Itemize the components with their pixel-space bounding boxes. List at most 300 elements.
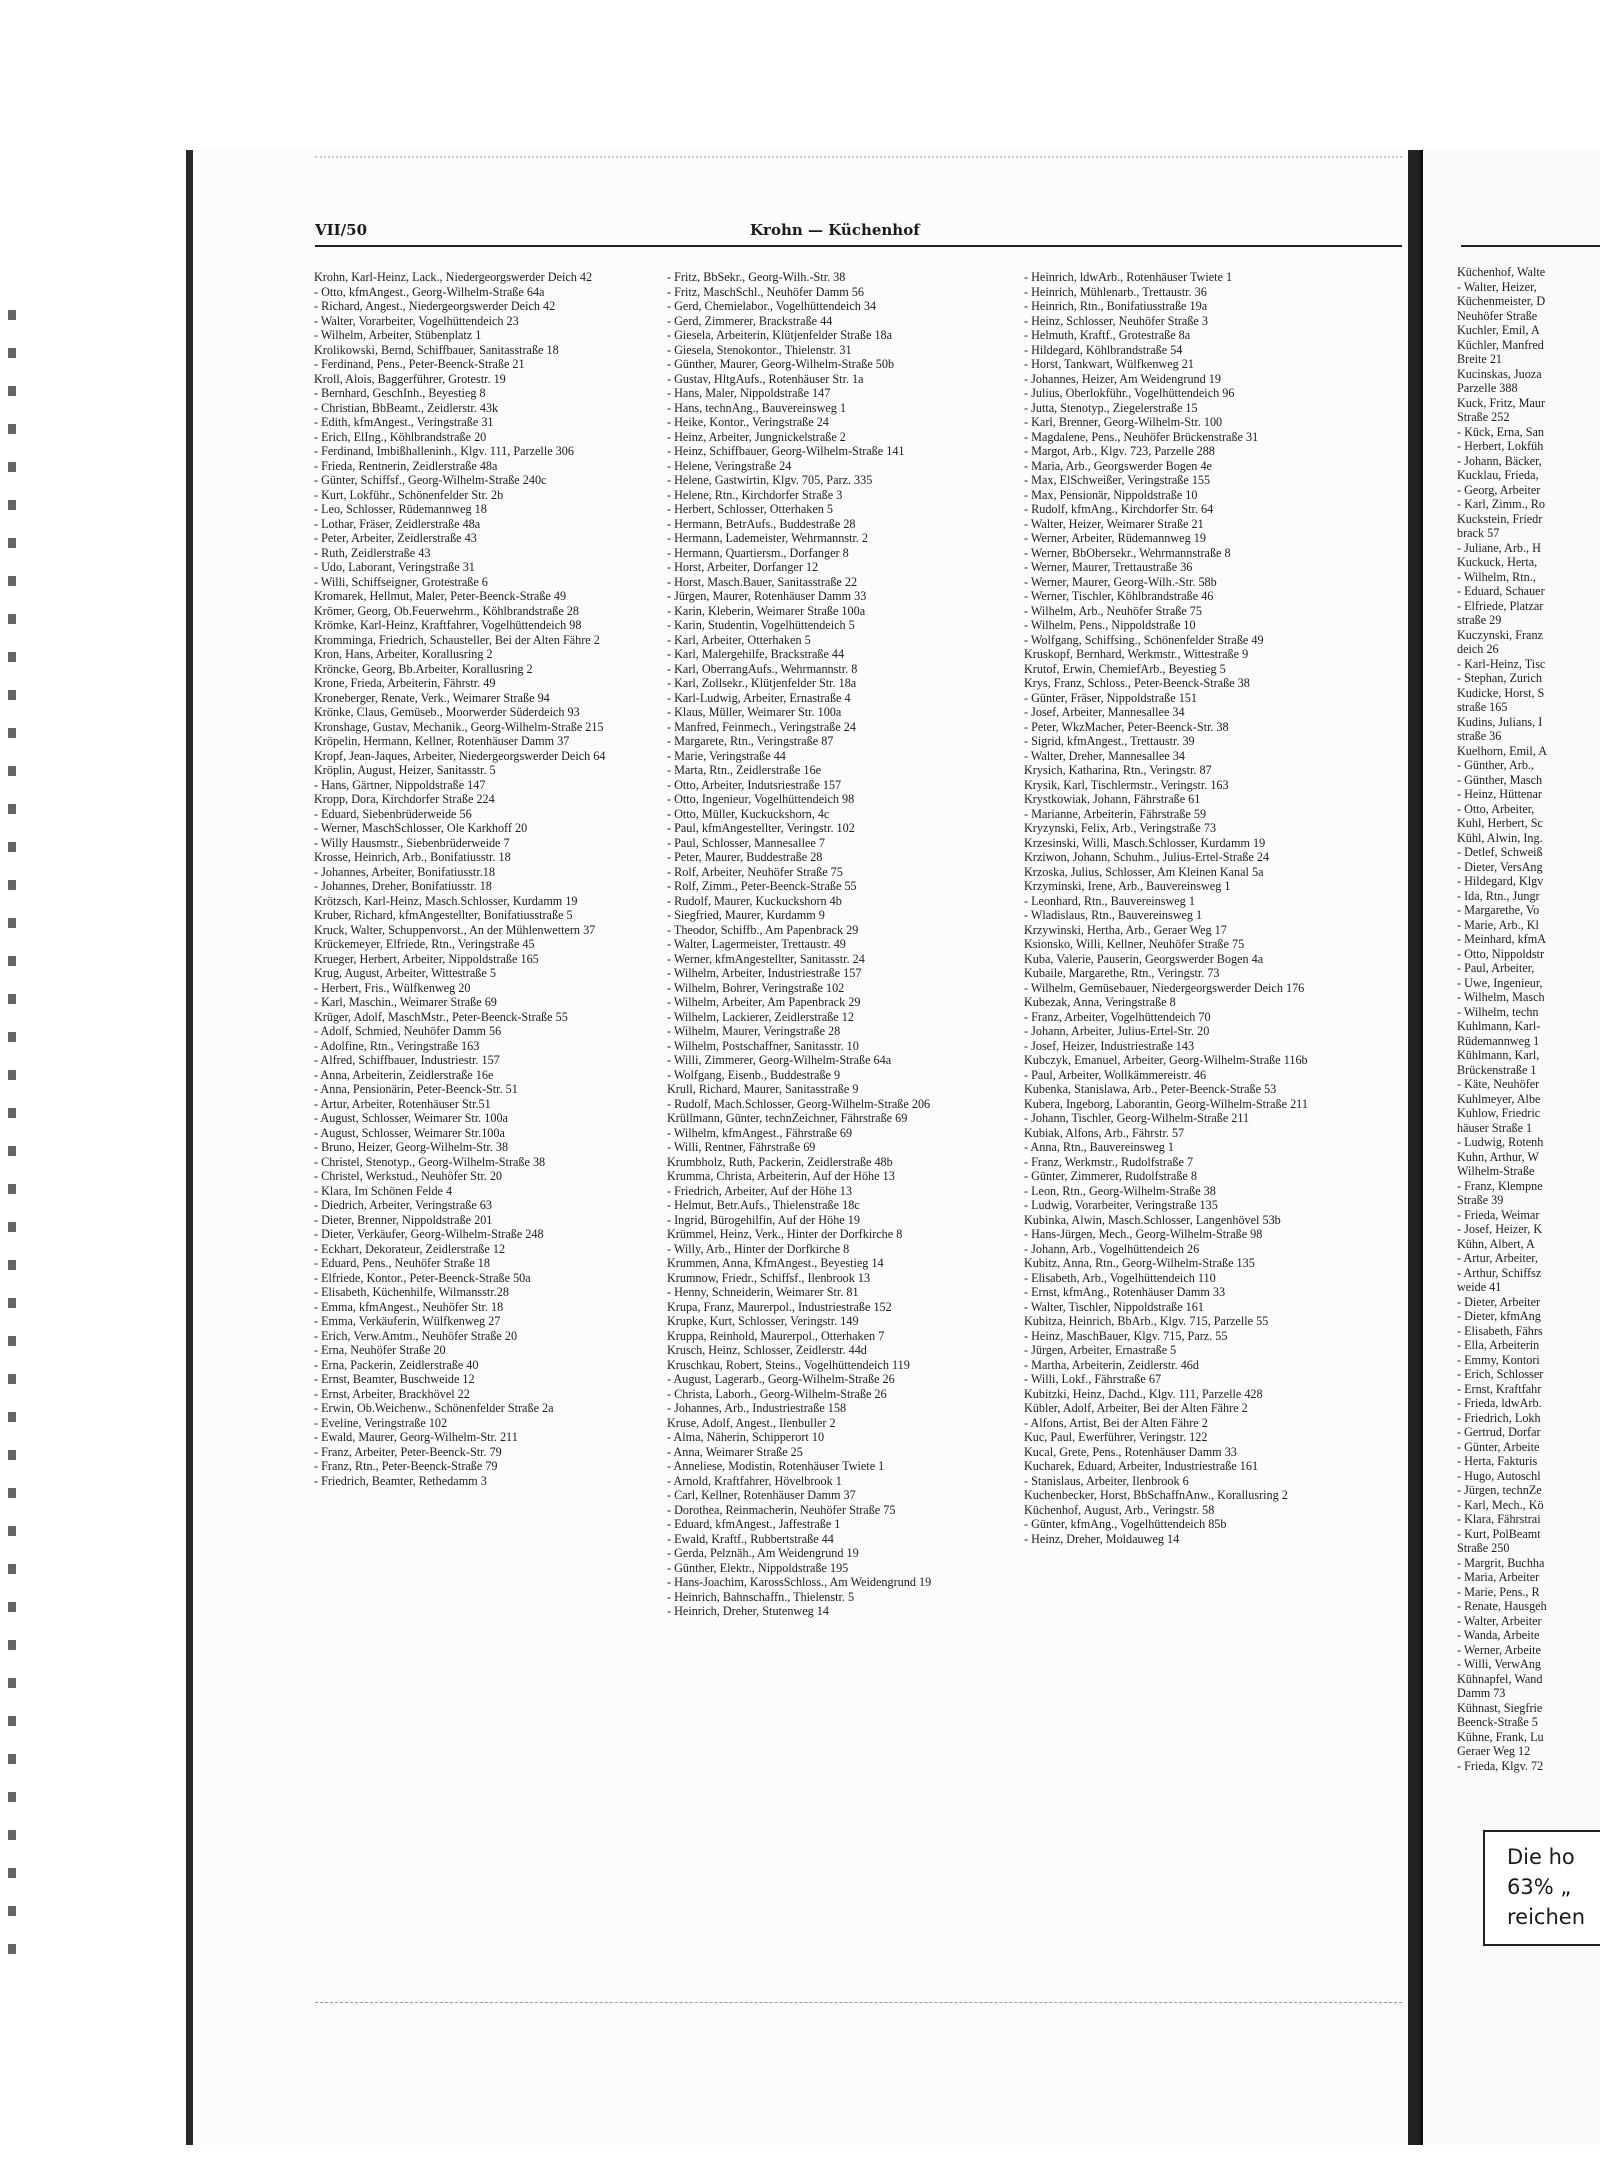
- directory-entry: - Dieter, Verkäufer, Georg-Wilhelm-Straße 248: [314, 1227, 544, 1241]
- adjacent-entry: - Marie, Pens., R: [1457, 1584, 1540, 1599]
- adjacent-entry: Beenck-Straße 5: [1457, 1715, 1538, 1729]
- adjacent-entry: - Maria, Arbeiter: [1457, 1570, 1540, 1584]
- directory-entry: - Paul, Schlosser, Mannesallee 7: [667, 835, 825, 850]
- adjacent-entry: - Margarethe, Vo: [1457, 903, 1540, 917]
- directory-entry: Kröpelin, Hermann, Kellner, Rotenhäuser Damm 37: [314, 734, 570, 748]
- directory-entry: - August, Schlosser, Weimarer Str.100a: [314, 1125, 505, 1140]
- adjacent-entry: - Heinz, Hüttenar: [1457, 787, 1542, 801]
- directory-entry: - Henny, Schneiderin, Weimarer Str. 81: [667, 1285, 859, 1299]
- directory-entry: - Klaus, Müller, Weimarer Str. 100a: [667, 705, 842, 719]
- adjacent-entry: - Ida, Rtn., Jungr: [1457, 888, 1540, 903]
- directory-entry: Kryzynski, Felix, Arb., Veringstraße 73: [1024, 821, 1217, 835]
- adjacent-entry: - Kück, Erna, San: [1457, 424, 1544, 439]
- adjacent-entry: - Renate, Hausgeh: [1457, 1599, 1547, 1613]
- directory-entry: - August, Lagerarb., Georg-Wilhelm-Straße 26: [667, 1372, 895, 1386]
- directory-entry: - Wilhelm, Arb., Neuhöfer Straße 75: [1024, 603, 1202, 618]
- adjacent-entry: - Otto, Nippoldstr: [1457, 946, 1545, 961]
- directory-entry: - Emma, Verkäuferin, Wülfkenweg 27: [314, 1314, 501, 1328]
- directory-entry: - Elisabeth, Arb., Vogelhüttendeich 110: [1024, 1270, 1216, 1285]
- directory-entry: - Max, ElSchweißer, Veringstraße 155: [1024, 473, 1211, 487]
- directory-entry: - Johannes, Arb., Industriestraße 158: [667, 1401, 847, 1415]
- adjacent-entry: - Kurt, PolBeamt: [1457, 1526, 1541, 1541]
- directory-entry: - Marie, Veringstraße 44: [667, 748, 786, 763]
- directory-entry: - Johannes, Arbeiter, Bonifatiusstr.18: [314, 864, 495, 879]
- adjacent-entry: brack 57: [1457, 526, 1500, 540]
- directory-entry: - Franz, Rtn., Peter-Beenck-Straße 79: [314, 1459, 498, 1473]
- directory-entry: - Gerda, Pelznäh., Am Weidengrund 19: [667, 1546, 859, 1560]
- directory-entry: Krohn, Karl-Heinz, Lack., Niedergeorgswerder Deich 42: [314, 270, 593, 284]
- directory-entry: - Heinz, Schlosser, Neuhöfer Straße 3: [1024, 313, 1208, 328]
- directory-entry: - Christel, Stenotyp., Georg-Wilhelm-Straße 38: [314, 1154, 546, 1169]
- directory-entry: - Anna, Weimarer Straße 25: [667, 1444, 803, 1459]
- directory-entry: - August, Schlosser, Weimarer Str. 100a: [314, 1111, 508, 1125]
- adjacent-entry: - Erich, Schlosser: [1457, 1367, 1544, 1381]
- adjacent-entry: Kühnast, Siegfrie: [1457, 1700, 1543, 1715]
- directory-entry: - Wilhelm, Gemüsebauer, Niedergeorgswerder Deich 176: [1024, 980, 1305, 995]
- directory-entry: - Anna, Rtn., Bauvereinsweg 1: [1024, 1140, 1174, 1154]
- directory-entry: - Hans-Jürgen, Mech., Georg-Wilhelm-Straße 98: [1024, 1227, 1263, 1241]
- directory-entry: - Walter, Heizer, Weimarer Straße 21: [1024, 516, 1204, 531]
- directory-entry: Kubitzki, Heinz, Dachd., Klgv. 111, Parzelle 428: [1024, 1386, 1263, 1401]
- directory-entry: Krömke, Karl-Heinz, Kraftfahrer, Vogelhüttendeich 98: [314, 618, 582, 632]
- adjacent-entry: Breite 21: [1457, 352, 1503, 366]
- adjacent-entry: straße 165: [1457, 700, 1508, 714]
- adjacent-entry: - Dieter, Arbeiter: [1457, 1294, 1541, 1309]
- directory-entry: Kruck, Walter, Schuppenvorst., An der Mühlenwettern 37: [314, 922, 596, 937]
- adjacent-entry: weide 41: [1457, 1280, 1502, 1294]
- adjacent-entry: Straße 39: [1457, 1193, 1504, 1207]
- directory-entry: - Ernst, kfmAng., Rotenhäuser Damm 33: [1024, 1285, 1226, 1299]
- directory-entry: - Ludwig, Vorarbeiter, Veringstraße 135: [1024, 1198, 1218, 1212]
- directory-entry: - Werner, Maurer, Georg-Wilh.-Str. 58b: [1024, 574, 1217, 589]
- directory-entry: Krueger, Herbert, Arbeiter, Nippoldstraße 165: [314, 951, 539, 966]
- ad-line-1: Die ho: [1507, 1845, 1575, 1869]
- directory-entry: Krumma, Christa, Arbeiterin, Auf der Höhe 13: [667, 1169, 895, 1183]
- directory-entry: - Herbert, Fris., Wülfkenweg 20: [314, 980, 471, 995]
- directory-entry: - Ruth, Zeidlerstraße 43: [314, 545, 431, 560]
- directory-entry: - Manfred, Feinmech., Veringstraße 24: [667, 719, 856, 734]
- directory-entry: Krückemeyer, Elfriede, Rtn., Veringstraße 45: [314, 937, 535, 951]
- directory-entry: Krümmel, Heinz, Verk., Hinter der Dorfkirche 8: [667, 1227, 903, 1241]
- directory-entry: - Franz, Arbeiter, Peter-Beenck-Str. 79: [314, 1444, 502, 1459]
- adjacent-entry: - Günther, Masch: [1457, 772, 1543, 787]
- directory-entry: - Hermann, BetrAufs., Buddestraße 28: [667, 516, 856, 531]
- directory-entry: - Karin, Studentin, Vogelhüttendeich 5: [667, 618, 855, 632]
- directory-entry: - Günter, kfmAng., Vogelhüttendeich 85b: [1024, 1517, 1227, 1531]
- adjacent-entry: - Günter, Arbeite: [1457, 1439, 1540, 1454]
- ad-line-3: reichen: [1507, 1905, 1586, 1929]
- adjacent-entry: - Meinhard, kfmA: [1457, 932, 1547, 946]
- directory-entry: - Emma, kfmAngest., Neuhöfer Str. 18: [314, 1299, 504, 1314]
- directory-entry: - Eckhart, Dekorateur, Zeidlerstraße 12: [314, 1241, 506, 1256]
- adjacent-entry: - Karl-Heinz, Tisc: [1457, 656, 1546, 671]
- directory-entry: - Eduard, Siebenbrüderweide 56: [314, 806, 472, 821]
- directory-entry: Kuchenbecker, Horst, BbSchaffnAnw., Korallusring 2: [1024, 1488, 1288, 1502]
- adjacent-entry: - Karl, Zimm., Ro: [1457, 497, 1546, 511]
- directory-entry: - Peter, Maurer, Buddestraße 28: [667, 850, 823, 864]
- directory-entry: Krone, Frieda, Arbeiterin, Fährstr. 49: [314, 676, 496, 690]
- directory-entry: - Artur, Arbeiter, Rotenhäuser Str.51: [314, 1096, 491, 1111]
- directory-entry: - Walter, Dreher, Mannesallee 34: [1024, 748, 1185, 763]
- directory-entry: - Anneliese, Modistin, Rotenhäuser Twiete 1: [667, 1459, 885, 1473]
- adjacent-entry: - Ella, Arbeiterin: [1457, 1338, 1540, 1352]
- directory-entry: - Eduard, kfmAngest., Jaffestraße 1: [667, 1517, 841, 1531]
- directory-entry: - Bernhard, GeschInh., Beyestieg 8: [314, 386, 486, 400]
- directory-entry: Krug, August, Arbeiter, Wittestraße 5: [314, 966, 496, 980]
- directory-entry: - Elisabeth, Küchenhilfe, Wilmansstr.28: [314, 1285, 509, 1299]
- directory-entry: - Leo, Schlosser, Rüdemannweg 18: [314, 502, 487, 516]
- directory-entry: - Ewald, Kraftf., Rubbertstraße 44: [667, 1531, 834, 1546]
- directory-entry: - Diedrich, Arbeiter, Veringstraße 63: [314, 1198, 492, 1212]
- adjacent-entry: - Hildegard, Klgv: [1457, 874, 1544, 888]
- adjacent-entry: - Dieter, VersAng: [1457, 859, 1543, 874]
- adjacent-page-column: [1457, 265, 1600, 1773]
- directory-entry: Krolikowski, Bernd, Schiffbauer, Sanitasstraße 18: [314, 342, 559, 357]
- directory-entry: Kucal, Grete, Pens., Rotenhäuser Damm 33: [1024, 1444, 1237, 1459]
- directory-entry: - Magdalene, Pens., Neuhöfer Brückenstraße 31: [1024, 429, 1259, 444]
- directory-entry: Kubera, Ingeborg, Laborantin, Georg-Wilhelm-Straße 211: [1024, 1096, 1308, 1111]
- adjacent-entry: - Frieda, Klgv. 72: [1457, 1758, 1544, 1773]
- adjacent-entry: Küchler, Manfred: [1457, 337, 1544, 352]
- adjacent-entry: Küchenhof, Walte: [1457, 265, 1546, 279]
- directory-entry: - Hans-Joachim, KarossSchloss., Am Weidengrund 19: [667, 1575, 932, 1589]
- directory-entry: - Josef, Arbeiter, Mannesallee 34: [1024, 705, 1185, 719]
- directory-entry: - Siegfried, Maurer, Kurdamm 9: [667, 908, 825, 922]
- directory-entry: - Christian, BbBeamt., Zeidlerstr. 43k: [314, 400, 499, 415]
- directory-entry: - Peter, WkzMacher, Peter-Beenck-Str. 38: [1024, 719, 1229, 734]
- bottom-scan-line: [315, 2002, 1402, 2003]
- adjacent-entry: Parzelle 388: [1457, 381, 1518, 395]
- adjacent-entry: - Werner, Arbeite: [1457, 1642, 1541, 1657]
- directory-entry: - Gustav, HltgAufs., Rotenhäuser Str. 1a: [667, 371, 864, 386]
- directory-entry: - Karl, OberrangAufs., Wehrmannstr. 8: [667, 661, 858, 676]
- adjacent-entry: - Elisabeth, Fährs: [1457, 1323, 1543, 1338]
- directory-entry: - Peter, Arbeiter, Zeidlerstraße 43: [314, 531, 477, 545]
- directory-entry: - Alfred, Schiffbauer, Industriestr. 157: [314, 1053, 500, 1067]
- directory-entry: - Heike, Kontor., Veringstraße 24: [667, 415, 829, 429]
- directory-entry: - Marta, Rtn., Zeidlerstraße 16e: [667, 763, 821, 777]
- directory-entry: - Erich, Verw.Amtm., Neuhöfer Straße 20: [314, 1328, 518, 1343]
- adjacent-entry: - Wilhelm, Rtn.,: [1457, 569, 1536, 584]
- adjacent-entry: - Dieter, kfmAng: [1457, 1309, 1541, 1323]
- directory-entry: - Werner, Maurer, Trettaustraße 36: [1024, 560, 1193, 574]
- directory-entry: Kruber, Richard, kfmAngestellter, Bonifatiusstraße 5: [314, 908, 573, 922]
- directory-entry: - Franz, Werkmstr., Rudolfstraße 7: [1024, 1154, 1194, 1169]
- directory-entry: - Willi, Rentner, Fährstraße 69: [667, 1140, 816, 1154]
- adjacent-entry: Kuhlmann, Karl-: [1457, 1019, 1541, 1033]
- directory-entry: - Wilhelm, Postschaffner, Sanitasstr. 10: [667, 1038, 859, 1053]
- adjacent-entry: - Detlef, Schweiß: [1457, 845, 1543, 859]
- adjacent-entry: - Jürgen, technZe: [1457, 1483, 1542, 1497]
- directory-entry: - Rolf, Zimm., Peter-Beenck-Straße 55: [667, 879, 857, 893]
- directory-entry: - Wilhelm, Arbeiter, Industriestraße 157: [667, 966, 862, 980]
- directory-entry: - Johann, Arb., Vogelhüttendeich 26: [1024, 1241, 1200, 1256]
- adjacent-entry: - Otto, Arbeiter,: [1457, 801, 1535, 816]
- directory-entry: - Hermann, Quartiersm., Dorfanger 8: [667, 545, 849, 560]
- directory-entry: - Rudolf, kfmAng., Kirchdorfer Str. 64: [1024, 502, 1214, 516]
- directory-entry: - Günther, Elektr., Nippoldstraße 195: [667, 1560, 849, 1575]
- adjacent-entry: Kühlmann, Karl,: [1457, 1048, 1540, 1062]
- adjacent-entry: Kühn, Albert, A: [1457, 1236, 1535, 1251]
- adjacent-entry: Straße 252: [1457, 410, 1510, 424]
- book-gutter: [1408, 150, 1420, 2145]
- directory-entry: - Günther, Maurer, Georg-Wilhelm-Straße 50b: [667, 357, 895, 371]
- directory-entry: Krosse, Heinrich, Arb., Bonifatiusstr. 18: [314, 850, 511, 864]
- directory-entry: - Johannes, Dreher, Bonifatiusstr. 18: [314, 879, 492, 893]
- page-number: VII/50: [315, 221, 368, 239]
- directory-entry: - Helmuth, Kraftf., Grotestraße 8a: [1024, 328, 1191, 342]
- directory-entry: - Heinrich, Dreher, Stutenweg 14: [667, 1604, 829, 1618]
- directory-entry: Kubiak, Alfons, Arb., Fährstr. 57: [1024, 1125, 1185, 1140]
- directory-entry: - Wladislaus, Rtn., Bauvereinsweg 1: [1024, 908, 1203, 922]
- directory-entry: - Paul, Arbeiter, Wollkämmereistr. 46: [1024, 1067, 1207, 1082]
- adjacent-entry: Kuhlow, Friedric: [1457, 1106, 1541, 1120]
- directory-entry: - Horst, Masch.Bauer, Sanitasstraße 22: [667, 574, 858, 589]
- directory-entry: - Richard, Angest., Niedergeorgswerder Deich 42: [314, 299, 556, 313]
- adjacent-entry: - Willi, VerwAng: [1457, 1657, 1542, 1671]
- column-3: [1024, 270, 1364, 1546]
- directory-entry: - Hans, Maler, Nippoldstraße 147: [667, 386, 831, 400]
- adjacent-entry: Kuck, Fritz, Maur: [1457, 395, 1546, 410]
- directory-entry: - Dorothea, Reinmacherin, Neuhöfer Straße 75: [667, 1502, 896, 1517]
- directory-entry: Kropp, Dora, Kirchdorfer Straße 224: [314, 792, 495, 806]
- adjacent-entry: Kuckuck, Herta,: [1457, 555, 1538, 569]
- directory-entry: - Heinrich, Mühlenarb., Trettaustr. 36: [1024, 284, 1207, 299]
- directory-entry: Krysik, Karl, Tischlermstr., Veringstr. 163: [1024, 777, 1229, 792]
- directory-entry: - Leonhard, Rtn., Bauvereinsweg 1: [1024, 893, 1195, 908]
- directory-entry: - Rudolf, Maurer, Kuckuckshorn 4b: [667, 893, 842, 908]
- directory-entry: - Alma, Näherin, Schipperort 10: [667, 1430, 825, 1444]
- directory-entry: - Günter, Schiffsf., Georg-Wilhelm-Straße 240c: [314, 473, 547, 487]
- directory-entry: - Karl, Brenner, Georg-Wilhelm-Str. 100: [1024, 415, 1223, 429]
- directory-entry: - Jürgen, Maurer, Rotenhäuser Damm 33: [667, 589, 867, 603]
- adjacent-entry: - Günther, Arb.,: [1457, 758, 1535, 772]
- directory-entry: - Margot, Arb., Klgv. 723, Parzelle 288: [1024, 444, 1215, 458]
- adjacent-entry: - Klara, Fährstrai: [1457, 1512, 1541, 1526]
- directory-entry: - Martha, Arbeiterin, Zeidlerstr. 46d: [1024, 1357, 1199, 1372]
- directory-entry: - Karl, Maschin., Weimarer Straße 69: [314, 995, 497, 1009]
- directory-entry: Kucharek, Eduard, Arbeiter, Industriestraße 161: [1024, 1459, 1259, 1473]
- directory-entry: - Willi, Zimmerer, Georg-Wilhelm-Straße 64a: [667, 1053, 892, 1067]
- directory-entry: - Otto, Arbeiter, Indutsriestraße 157: [667, 777, 842, 792]
- directory-entry: - Willy Hausmstr., Siebenbrüderweide 7: [314, 835, 510, 850]
- adjacent-entry: deich 26: [1457, 642, 1499, 656]
- adjacent-entry: - Artur, Arbeiter,: [1457, 1251, 1538, 1265]
- directory-entry: - Friedrich, Beamter, Rethedamm 3: [314, 1473, 487, 1488]
- directory-entry: Kruppa, Reinhold, Maurerpol., Otterhaken 7: [667, 1328, 885, 1343]
- directory-entry: Kubczyk, Emanuel, Arbeiter, Georg-Wilhelm-Straße 116b: [1024, 1053, 1308, 1067]
- directory-entry: Krysich, Katharina, Rtn., Veringstr. 87: [1024, 763, 1212, 777]
- adjacent-entry: - Franz, Klempne: [1457, 1178, 1543, 1193]
- directory-entry: - Adolf, Schmied, Neuhöfer Damm 56: [314, 1024, 502, 1038]
- adjacent-entry: Kucklau, Frieda,: [1457, 468, 1539, 482]
- directory-entry: - Werner, Arbeiter, Rüdemannweg 19: [1024, 531, 1206, 545]
- adjacent-entry: Kuczynski, Franz: [1457, 627, 1543, 642]
- directory-entry: Krönke, Claus, Gemüseb., Moorwerder Süderdeich 93: [314, 705, 580, 719]
- adjacent-entry: - Hugo, Autoschl: [1457, 1468, 1541, 1483]
- directory-entry: - Dieter, Brenner, Nippoldstraße 201: [314, 1212, 493, 1227]
- directory-entry: - Otto, Ingenieur, Vogelhüttendeich 98: [667, 792, 855, 806]
- directory-entry: - Ernst, Beamter, Buschweide 12: [314, 1372, 475, 1386]
- directory-entry: Kropf, Jean-Jaques, Arbeiter, Niedergeorgswerder Deich 64: [314, 748, 606, 763]
- directory-entry: - Christel, Werkstud., Neuhöfer Str. 20: [314, 1169, 503, 1183]
- advertisement-box: [1483, 1830, 1600, 1946]
- directory-entry: - Heinz, Dreher, Moldauweg 14: [1024, 1531, 1180, 1546]
- directory-entry: - Helmut, Betr.Aufs., Thielenstraße 18c: [667, 1198, 860, 1212]
- adjacent-entry: - Friedrich, Lokh: [1457, 1410, 1541, 1425]
- directory-entry: Kröncke, Georg, Bb.Arbeiter, Korallusring 2: [314, 661, 533, 676]
- directory-entry: - Erwin, Ob.Weichenw., Schönenfelder Straße 2a: [314, 1401, 554, 1415]
- directory-entry: - Leon, Rtn., Georg-Wilhelm-Straße 38: [1024, 1183, 1216, 1198]
- directory-entry: - Willi, Schiffseigner, Grotestraße 6: [314, 574, 488, 589]
- adjacent-entry: - Georg, Arbeiter: [1457, 482, 1541, 497]
- directory-entry: - Heinz, MaschBauer, Klgv. 715, Parz. 55: [1024, 1328, 1228, 1343]
- adjacent-entry: - Frieda, Weimar: [1457, 1207, 1540, 1222]
- adjacent-entry: - Herta, Fakturis: [1457, 1454, 1538, 1468]
- directory-entry: - Anna, Pensionärin, Peter-Beenck-Str. 51: [314, 1082, 518, 1096]
- directory-entry: Kroneberger, Renate, Verk., Weimarer Straße 94: [314, 690, 550, 705]
- directory-entry: - Max, Pensionär, Nippoldstraße 10: [1024, 487, 1198, 502]
- directory-entry: Krutof, Erwin, ChemiefArb., Beyestieg 5: [1024, 661, 1226, 676]
- directory-entry: - Fritz, MaschSchl., Neuhöfer Damm 56: [667, 284, 864, 299]
- directory-entry: - Johann, Arbeiter, Julius-Ertel-Str. 20: [1024, 1024, 1210, 1038]
- adjacent-entry: Kudins, Julians, I: [1457, 714, 1543, 729]
- directory-entry: - Ingrid, Bürogehilfin, Auf der Höhe 19: [667, 1212, 860, 1227]
- directory-entry: - Günter, Zimmerer, Rudolfstraße 8: [1024, 1169, 1197, 1183]
- directory-entry: - Otto, Müller, Kuckuckshorn, 4c: [667, 806, 830, 821]
- adjacent-entry: Kuckstein, Friedr: [1457, 511, 1543, 526]
- directory-entry: Krüger, Adolf, MaschMstr., Peter-Beenck-Straße 55: [314, 1009, 568, 1024]
- adjacent-entry: - Arthur, Schiffsz: [1457, 1265, 1542, 1280]
- directory-entry: Kronshage, Gustav, Mechanik., Georg-Wilhelm-Straße 215: [314, 719, 604, 734]
- directory-entry: - Carl, Kellner, Rotenhäuser Damm 37: [667, 1488, 856, 1502]
- directory-entry: - Heinrich, Rtn., Bonifatiusstraße 19a: [1024, 299, 1208, 313]
- adjacent-entry: - Emmy, Kontori: [1457, 1352, 1540, 1367]
- directory-entry: Ksionsko, Willi, Kellner, Neuhöfer Straße 75: [1024, 937, 1245, 951]
- directory-entry: - Johann, Tischler, Georg-Wilhelm-Straße 211: [1024, 1111, 1250, 1125]
- adjacent-entry: Kuchler, Emil, A: [1457, 323, 1540, 337]
- directory-entry: Kubinka, Alwin, Masch.Schlosser, Langenhövel 53b: [1024, 1212, 1281, 1227]
- directory-entry: - Erna, Packerin, Zeidlerstraße 40: [314, 1357, 479, 1372]
- directory-entry: - Wolfgang, Eisenb., Buddestraße 9: [667, 1067, 841, 1082]
- directory-entry: - Ewald, Maurer, Georg-Wilhelm-Str. 211: [314, 1430, 518, 1444]
- adjacent-entry: - Marie, Arb., Kl: [1457, 917, 1539, 932]
- adjacent-entry: häuser Straße 1: [1457, 1120, 1533, 1135]
- directory-entry: - Werner, BbObersekr., Wehrmannstraße 8: [1024, 545, 1231, 560]
- adjacent-entry: Rüdemannweg 1: [1457, 1033, 1540, 1048]
- directory-entry: Kuc, Paul, Ewerführer, Veringstr. 122: [1024, 1430, 1208, 1444]
- directory-entry: - Erna, Neuhöfer Straße 20: [314, 1343, 446, 1357]
- directory-entry: - Frieda, Rentnerin, Zeidlerstraße 48a: [314, 458, 498, 473]
- directory-entry: - Wilhelm, Lackierer, Zeidlerstraße 12: [667, 1009, 854, 1024]
- directory-entry: - Eveline, Veringstraße 102: [314, 1415, 448, 1430]
- directory-entry: Krzesinski, Willi, Masch.Schlosser, Kurdamm 19: [1024, 835, 1266, 850]
- directory-entry: - Bruno, Heizer, Georg-Wilhelm-Str. 38: [314, 1140, 509, 1154]
- directory-entry: - Maria, Arb., Georgswerder Bogen 4e: [1024, 458, 1212, 473]
- directory-entry: - Johannes, Heizer, Am Weidengrund 19: [1024, 371, 1221, 386]
- directory-entry: Kubitz, Anna, Rtn., Georg-Wilhelm-Straße 135: [1024, 1256, 1255, 1270]
- directory-entry: Kromminga, Friedrich, Schausteller, Bei der Alten Fähre 2: [314, 632, 600, 647]
- adjacent-entry: - Juliane, Arb., H: [1457, 540, 1541, 555]
- directory-entry: - Giesela, Arbeiterin, Klütjenfelder Straße 18a: [667, 328, 893, 342]
- directory-entry: - Erich, ElIng., Köhlbrandstraße 20: [314, 429, 487, 444]
- directory-entry: - Lothar, Fräser, Zeidlerstraße 48a: [314, 516, 481, 531]
- adjacent-entry: - Herbert, Lokfüh: [1457, 439, 1544, 453]
- directory-entry: - Heinz, Schiffbauer, Georg-Wilhelm-Straße 141: [667, 444, 905, 458]
- adjacent-entry: Kucinskas, Juoza: [1457, 366, 1542, 381]
- directory-entry: Kruschkau, Robert, Steins., Vogelhüttendeich 119: [667, 1357, 910, 1372]
- adjacent-entry: Brückenstraße 1: [1457, 1062, 1537, 1077]
- directory-entry: - Hermann, Lademeister, Wehrmannstr. 2: [667, 531, 869, 545]
- directory-entry: - Herbert, Schlosser, Otterhaken 5: [667, 502, 834, 516]
- adjacent-entry: - Uwe, Ingenieur,: [1457, 975, 1543, 990]
- directory-entry: - Heinz, Arbeiter, Jungnickelstraße 2: [667, 429, 846, 444]
- directory-entry: - Willi, Lokf., Fährstraße 67: [1024, 1372, 1162, 1386]
- directory-entry: - Klara, Im Schönen Felde 4: [314, 1183, 453, 1198]
- directory-entry: - Wilhelm, Bohrer, Veringstraße 102: [667, 980, 845, 995]
- adjacent-entry: - Käte, Neuhöfer: [1457, 1077, 1540, 1091]
- directory-entry: Kübler, Adolf, Arbeiter, Bei der Alten Fähre 2: [1024, 1401, 1248, 1415]
- adjacent-entry: Kudicke, Horst, S: [1457, 685, 1545, 700]
- directory-entry: - Ernst, Arbeiter, Brackhövel 22: [314, 1386, 470, 1401]
- top-scan-noise: [315, 150, 1402, 158]
- directory-entry: - Jutta, Stenotyp., Ziegelerstraße 15: [1024, 400, 1198, 415]
- directory-entry: Krötzsch, Karl-Heinz, Masch.Schlosser, Kurdamm 19: [314, 893, 578, 908]
- adjacent-entry: - Ernst, Kraftfahr: [1457, 1381, 1542, 1396]
- directory-entry: - Arnold, Kraftfahrer, Hövelbrook 1: [667, 1473, 842, 1488]
- directory-entry: Krummen, Anna, KfmAngest., Beyestieg 14: [667, 1256, 884, 1270]
- directory-entry: Krumbholz, Ruth, Packerin, Zeidlerstraße 48b: [667, 1154, 893, 1169]
- directory-entry: - Karl, Arbeiter, Otterhaken 5: [667, 632, 811, 647]
- directory-entry: Kron, Hans, Arbeiter, Korallusring 2: [314, 647, 493, 661]
- directory-entry: - Horst, Arbeiter, Dorfanger 12: [667, 560, 819, 574]
- directory-entry: - Ferdinand, Imbißhalleninh., Klgv. 111, Parzelle 306: [314, 444, 574, 458]
- directory-entry: - Wilhelm, Arbeiter, Stübenplatz 1: [314, 328, 482, 342]
- directory-entry: - Werner, kfmAngestellter, Sanitasstr. 24: [667, 951, 865, 966]
- directory-entry: Krull, Richard, Maurer, Sanitasstraße 9: [667, 1082, 859, 1096]
- adjacent-entry: Kühnapfel, Wand: [1457, 1671, 1543, 1686]
- adjacent-entry: - Walter, Heizer,: [1457, 279, 1537, 294]
- directory-entry: - Stanislaus, Arbeiter, Ilenbrook 6: [1024, 1473, 1189, 1488]
- directory-entry: - Helene, Veringstraße 24: [667, 458, 792, 473]
- adjacent-entry: - Eduard, Schauer: [1457, 584, 1545, 598]
- directory-entry: - Wilhelm, Arbeiter, Am Papenbrack 29: [667, 995, 861, 1009]
- directory-entry: - Heinrich, ldwArb., Rotenhäuser Twiete 1: [1024, 270, 1233, 284]
- directory-entry: - Fritz, BbSekr., Georg-Wilh.-Str. 38: [667, 270, 846, 284]
- directory-entry: - Helene, Rtn., Kirchdorfer Straße 3: [667, 487, 843, 502]
- directory-entry: Krziwon, Johann, Schuhm., Julius-Ertel-Straße 24: [1024, 850, 1270, 864]
- directory-entry: Kromarek, Hellmut, Maler, Peter-Beenck-Straße 49: [314, 589, 567, 603]
- adjacent-page: [1420, 150, 1600, 2145]
- directory-entry: - Paul, kfmAngestellter, Veringstr. 102: [667, 821, 855, 835]
- directory-entry: Küchenhof, August, Arb., Veringstr. 58: [1024, 1502, 1215, 1517]
- directory-entry: - Walter, Lagermeister, Trettaustr. 49: [667, 937, 846, 951]
- directory-entry: Kruse, Adolf, Angest., Ilenbuller 2: [667, 1415, 836, 1430]
- directory-entry: - Theodor, Schiffb., Am Papenbrack 29: [667, 922, 859, 937]
- margin-scan-marks: [8, 310, 16, 1970]
- directory-entry: Kubenka, Stanislawa, Arb., Peter-Beenck-Straße 53: [1024, 1082, 1277, 1096]
- directory-entry: - Gerd, Chemielabor., Vogelhüttendeich 34: [667, 299, 877, 313]
- adjacent-entry: - Stephan, Zurich: [1457, 671, 1542, 685]
- adjacent-entry: Straße 250: [1457, 1541, 1510, 1555]
- directory-entry: - Giesela, Stenokontor., Thielenstr. 31: [667, 342, 852, 357]
- adjacent-entry: - Wilhelm, techn: [1457, 1004, 1539, 1019]
- directory-entry: - Karl, Malergehilfe, Brackstraße 44: [667, 647, 845, 661]
- adjacent-entry: Kühne, Frank, Lu: [1457, 1729, 1544, 1744]
- adjacent-entry: - Wilhelm, Masch: [1457, 990, 1545, 1004]
- directory-entry: - Kurt, Lokführ., Schönenfelder Str. 2b: [314, 487, 504, 502]
- directory-entry: - Karl-Ludwig, Arbeiter, Ernastraße 4: [667, 690, 851, 705]
